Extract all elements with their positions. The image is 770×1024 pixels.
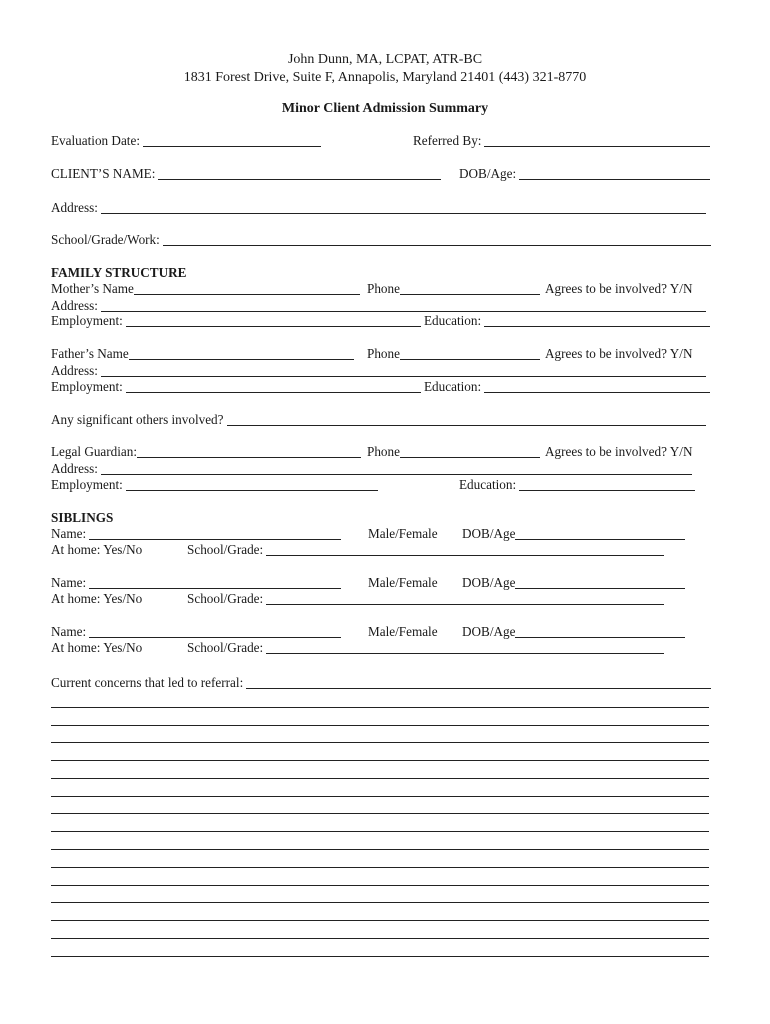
- sibling-at-home-text: At home: Yes/No: [51, 542, 143, 557]
- sibling-school-field[interactable]: [266, 543, 664, 556]
- sibling-sex-text: Male/Female: [368, 624, 438, 639]
- concerns-line[interactable]: [51, 707, 709, 708]
- mother-education-field[interactable]: [484, 314, 710, 327]
- mother-phone-field[interactable]: [400, 282, 540, 295]
- sibling-dob-field[interactable]: [515, 527, 685, 540]
- father-education-label: Education:: [424, 379, 482, 394]
- father-phone-label: Phone: [367, 346, 400, 361]
- mother-agrees-text: Agrees to be involved? Y/N: [545, 281, 693, 296]
- sibling-name-row: [51, 624, 341, 640]
- mother-address-label: Address:: [51, 298, 98, 313]
- sibling-dob-label: DOB/Age: [462, 575, 516, 590]
- father-phone-row: [367, 346, 540, 362]
- father-phone-field[interactable]: [400, 347, 540, 360]
- father-employment-field[interactable]: [126, 380, 421, 393]
- guardian-education-label: Education:: [459, 477, 517, 492]
- father-education-row: [424, 379, 710, 395]
- concerns-line[interactable]: [51, 760, 709, 761]
- concerns-field[interactable]: [246, 676, 711, 689]
- sibling-school-row: [187, 542, 664, 558]
- client-address-field[interactable]: [101, 201, 706, 214]
- client-name-label: CLIENT’S NAME:: [51, 166, 156, 181]
- concerns-line[interactable]: [51, 813, 709, 814]
- evaluation-date-field[interactable]: [143, 134, 321, 147]
- guardian-phone-row: [367, 444, 540, 460]
- guardian-name-row: [51, 444, 361, 460]
- sibling-dob-row: [462, 526, 685, 542]
- concerns-label: Current concerns that led to referral:: [51, 675, 244, 690]
- mother-phone-label: Phone: [367, 281, 400, 296]
- mother-employment-row: [51, 313, 421, 329]
- sibling-name-label: Name:: [51, 526, 87, 541]
- concerns-line[interactable]: [51, 938, 709, 939]
- sibling-name-field[interactable]: [89, 576, 341, 589]
- client-dob-row: [459, 166, 710, 182]
- school-grade-work-label: School/Grade/Work:: [51, 232, 160, 247]
- sibling-name-row: [51, 575, 341, 591]
- mother-name-row: [51, 281, 360, 297]
- guardian-education-row: [459, 477, 695, 493]
- father-employment-label: Employment:: [51, 379, 123, 394]
- evaluation-date-row: [51, 133, 321, 149]
- concerns-line[interactable]: [51, 885, 709, 886]
- referred-by-row: [413, 133, 710, 149]
- practitioner-name: John Dunn, MA, LCPAT, ATR-BC: [287, 52, 483, 67]
- concerns-line[interactable]: [51, 956, 709, 957]
- father-name-row: [51, 346, 354, 362]
- sibling-name-field[interactable]: [89, 625, 341, 638]
- client-name-row: [51, 166, 441, 182]
- guardian-employment-row: [51, 477, 378, 493]
- sibling-name-row: [51, 526, 341, 542]
- sibling-at-home-text: At home: Yes/No: [51, 591, 143, 606]
- sibling-name-field[interactable]: [89, 527, 341, 540]
- sibling-dob-field[interactable]: [515, 625, 685, 638]
- concerns-line[interactable]: [51, 831, 709, 832]
- form-title: Minor Client Admission Summary: [281, 101, 489, 116]
- guardian-phone-field[interactable]: [400, 445, 540, 458]
- sibling-school-label: School/Grade:: [187, 542, 264, 557]
- client-address-label: Address:: [51, 200, 98, 215]
- referred-by-field[interactable]: [484, 134, 710, 147]
- sibling-dob-label: DOB/Age: [462, 526, 516, 541]
- sibling-sex-text: Male/Female: [368, 526, 438, 541]
- sibling-sex-text: Male/Female: [368, 575, 438, 590]
- guardian-address-row: [51, 460, 692, 477]
- concerns-line[interactable]: [51, 902, 709, 903]
- guardian-agrees-text: Agrees to be involved? Y/N: [545, 444, 693, 459]
- sibling-school-row: [187, 640, 664, 656]
- sibling-at-home-text: At home: Yes/No: [51, 640, 143, 655]
- sibling-school-row: [187, 591, 664, 607]
- mother-address-row: [51, 297, 706, 314]
- guardian-address-label: Address:: [51, 461, 98, 476]
- father-name-label: Father’s Name: [51, 346, 129, 361]
- sibling-name-label: Name:: [51, 624, 87, 639]
- concerns-line[interactable]: [51, 920, 709, 921]
- school-grade-work-field[interactable]: [163, 233, 711, 246]
- guardian-name-field[interactable]: [137, 445, 361, 458]
- father-name-field[interactable]: [129, 347, 354, 360]
- client-name-field[interactable]: [158, 167, 441, 180]
- sibling-dob-label: DOB/Age: [462, 624, 516, 639]
- sibling-dob-row: [462, 575, 685, 591]
- guardian-address-field[interactable]: [101, 462, 692, 475]
- family-structure-heading: FAMILY STRUCTURE: [51, 265, 187, 280]
- guardian-name-label: Legal Guardian:: [51, 444, 138, 459]
- concerns-line[interactable]: [51, 725, 709, 726]
- mother-education-row: [424, 313, 710, 329]
- father-employment-row: [51, 379, 421, 395]
- mother-name-field[interactable]: [134, 282, 360, 295]
- concerns-line[interactable]: [51, 796, 709, 797]
- practice-address: 1831 Forest Drive, Suite F, Annapolis, Maryland 21401 (443) 321-8770: [183, 70, 587, 85]
- sibling-dob-row: [462, 624, 685, 640]
- concerns-line[interactable]: [51, 867, 709, 868]
- client-dob-label: DOB/Age:: [459, 166, 517, 181]
- referred-by-label: Referred By:: [413, 133, 482, 148]
- client-dob-field[interactable]: [519, 167, 710, 180]
- father-address-row: [51, 362, 706, 379]
- mother-name-label: Mother’s Name: [51, 281, 134, 296]
- mother-employment-label: Employment:: [51, 313, 123, 328]
- guardian-employment-label: Employment:: [51, 477, 123, 492]
- significant-others-field[interactable]: [227, 413, 707, 426]
- concerns-line[interactable]: [51, 778, 709, 779]
- mother-education-label: Education:: [424, 313, 482, 328]
- father-agrees-text: Agrees to be involved? Y/N: [545, 346, 693, 361]
- father-education-field[interactable]: [484, 380, 710, 393]
- guardian-employment-field[interactable]: [126, 478, 378, 491]
- evaluation-date-label: Evaluation Date:: [51, 133, 140, 148]
- mother-employment-field[interactable]: [126, 314, 421, 327]
- sibling-school-field[interactable]: [266, 641, 664, 654]
- client-address-row: [51, 199, 706, 216]
- significant-others-label: Any significant others involved?: [51, 412, 224, 427]
- sibling-school-field[interactable]: [266, 592, 664, 605]
- sibling-school-label: School/Grade:: [187, 591, 264, 606]
- mother-phone-row: [367, 281, 540, 297]
- siblings-heading: SIBLINGS: [51, 510, 114, 525]
- concerns-row: [51, 674, 711, 691]
- guardian-phone-label: Phone: [367, 444, 400, 459]
- school-grade-work-row: [51, 231, 711, 248]
- sibling-dob-field[interactable]: [515, 576, 685, 589]
- concerns-line[interactable]: [51, 742, 709, 743]
- sibling-name-label: Name:: [51, 575, 87, 590]
- father-address-field[interactable]: [101, 364, 706, 377]
- guardian-education-field[interactable]: [519, 478, 695, 491]
- mother-address-field[interactable]: [101, 299, 706, 312]
- sibling-school-label: School/Grade:: [187, 640, 264, 655]
- concerns-line[interactable]: [51, 849, 709, 850]
- father-address-label: Address:: [51, 363, 98, 378]
- significant-others-row: [51, 411, 706, 428]
